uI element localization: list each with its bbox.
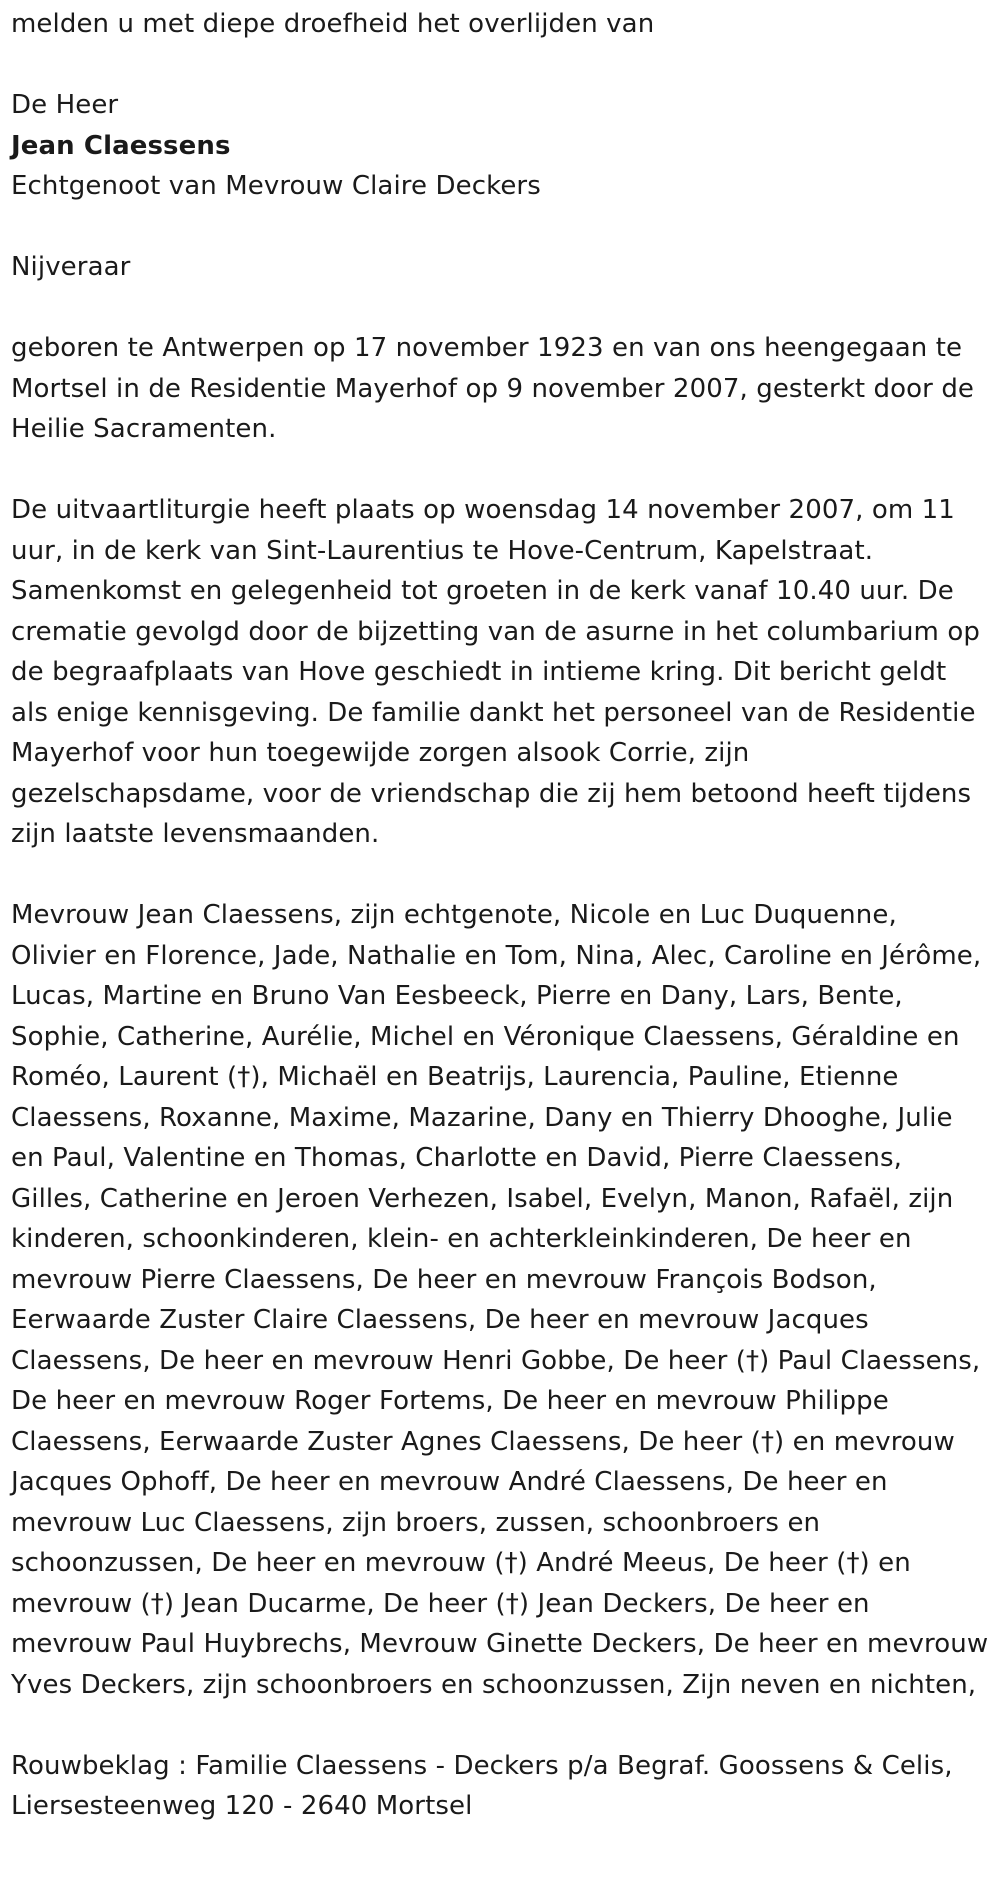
spacer (11, 288, 990, 329)
title-prefix: De Heer (11, 90, 119, 120)
family-paragraph: Mevrouw Jean Claessens, zijn echtgenote, Nicole en Luc Duquenne, Olivier en Florence, Jade, Nathalie en Tom, Nina, Alec, Caroline en Jérôme, Lucas, Martine en Bruno Van Eesbeeck, Pierre en Dany, Lars, Bente, Sophie, Catherine, Aurélie, Michel en Véronique Claessens, Géraldine en Roméo, Laurent (†), Michaël en Beatrijs, Laurencia, Pauline, Etienne Claessens, Roxanne, Maxime, Mazarine, Dany en Thierry Dhooghe, Julie en Paul, Valentine en Thomas, Charlotte en David, Pierre Claessens, Gilles, Catherine en Jeroen Verhezen, Isabel, Evelyn, Manon, Rafaël, zijn kinderen, schoonkinderen, klein- en achterkleinkinderen, De heer en mevrouw Pierre Claessens, De heer en mevrouw François Bodson, Eerwaarde Zuster Claire Claessens, De heer en mevrouw Jacques Claessens, De heer en mevrouw Henri Gobbe, De heer (†) Paul Claessens, De heer en mevrouw Roger Fortems, De heer en mevrouw Philippe Claessens, Eerwaarde Zuster Agnes Claessens, De heer (†) en mevrouw Jacques Ophoff, De heer en mevrouw André Claessens, De heer en mevrouw Luc Claessens, zijn broers, zussen, schoonbroers en schoonzussen, De heer en mevrouw (†) André Meeus, De heer (†) en mevrouw (†) Jean Ducarme, De heer (†) Jean Deckers, De heer en mevrouw Paul Huybrechs, Mevrouw Ginette Deckers, De heer en mevrouw Yves Deckers, zijn schoonbroers en schoonzussen, Zijn neven en nichten, (11, 900, 989, 1700)
spacer (11, 855, 990, 896)
funeral-info-paragraph: De uitvaartliturgie heeft plaats op woensdag 14 november 2007, om 11 uur, in de kerk van Sint-Laurentius te Hove-Centrum, Kapelstraat. Samenkomst en gelegenheid tot groeten in de kerk vanaf 10.40 uur. De crematie gevolgd door de bijzetting van de asurne in het columbarium op de begraafplaats van Hove geschiedt in intieme kring. Dit bericht geldt als enige kennisgeving. De familie dankt het personeel van de Residentie Mayerhof voor hun toegewijde zorgen alsook Corrie, zijn gezelschapsdame, voor de vriendschap die zij hem betoond heeft tijdens zijn laatste levensmaanden. (11, 495, 980, 849)
spacer (11, 450, 990, 491)
spacer (11, 45, 990, 86)
spouse-line: Echtgenoot van Mevrouw Claire Deckers (11, 171, 541, 201)
deceased-name: Jean Claessens (11, 130, 231, 161)
spacer (11, 207, 990, 248)
intro-text: melden u met diepe droefheid het overlijden van (11, 9, 655, 39)
birth-death-paragraph: geboren te Antwerpen op 17 november 1923 en van ons heengegaan te Mortsel in de Residentie Mayerhof op 9 november 2007, gesterkt door de Heilie Sacramenten. (11, 333, 975, 444)
condolences-paragraph: Rouwbeklag : Familie Claessens - Deckers p/a Begraf. Goossens & Celis, Liersesteenweg 120 - 2640 Mortsel (11, 1750, 953, 1821)
profession: Nijveraar (11, 252, 131, 282)
obituary-notice (0, 4, 1000, 1827)
spacer (11, 1705, 990, 1746)
